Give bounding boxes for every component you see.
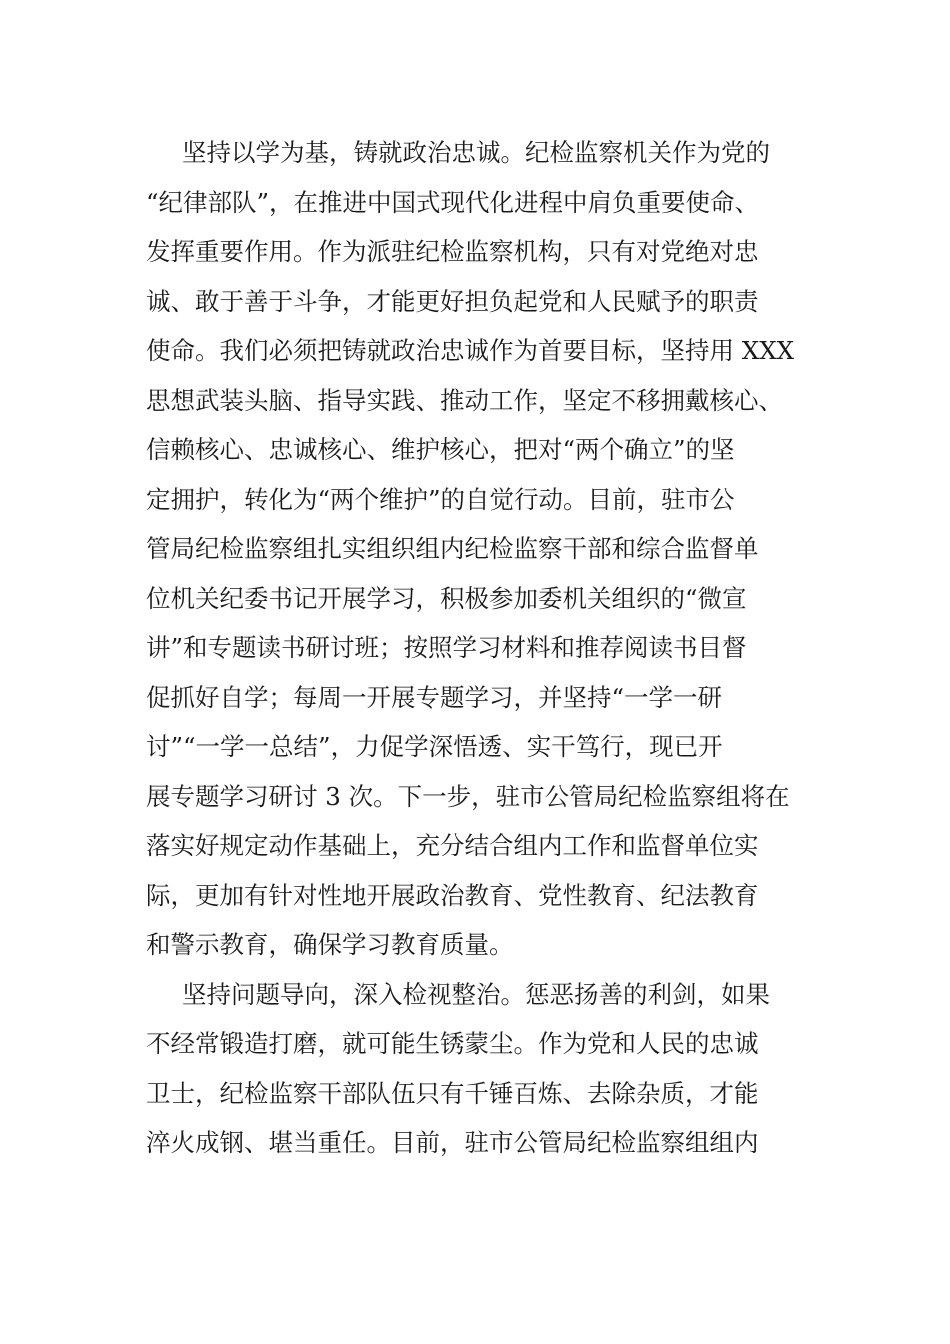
text-line: 信赖核心、忠诚核心、维护核心，把对“两个确立”的坚 <box>146 435 735 464</box>
text-line: 思想武装头脑、指导实践、推动工作，坚定不移拥戴核心、 <box>146 385 783 415</box>
text-line: 展专题学习研讨 3 次。下一步，驻市公管局纪检监察组将在 <box>146 781 790 811</box>
document-body <box>146 128 808 1168</box>
text-line: 使命。我们必须把铸就政治忠诚作为首要目标，坚持用 XXX <box>146 336 795 365</box>
text-line: 讨”“一学一总结”，力促学深悟透、实干笃行，现已开 <box>146 732 723 761</box>
text-line: 位机关纪委书记开展学习，积极参加委机关组织的“微宣 <box>146 583 747 613</box>
text-line: 发挥重要作用。作为派驻纪检监察机构，只有对党绝对忠 <box>146 237 759 266</box>
text-line: “纪律部队”，在推进中国式现代化进程中肩负重要使命、 <box>146 187 760 217</box>
text-line: 不经常锻造打磨，就可能生锈蒙尘。作为党和人民的忠诚 <box>146 1029 759 1058</box>
text-line: 定拥护，转化为“两个维护”的自觉行动。目前，驻市公 <box>146 484 735 514</box>
paragraph-1 <box>146 128 808 970</box>
text-line: 坚持问题导向，深入检视整治。惩恶扬善的利剑，如果 <box>182 979 770 1009</box>
text-line: 讲”和专题读书研讨班；按照学习材料和推荐阅读书目督 <box>146 633 747 662</box>
text-line: 管局纪检监察组扎实组织组内纪检监察干部和综合监督单 <box>146 534 759 563</box>
paragraph-2 <box>146 970 808 1168</box>
text-line: 淬火成钢、堪当重任。目前，驻市公管局纪检监察组组内 <box>146 1128 759 1157</box>
text-line: 坚持以学为基，铸就政治忠诚。纪检监察机关作为党的 <box>182 138 770 167</box>
text-line: 和警示教育，确保学习教育质量。 <box>146 930 514 959</box>
text-line: 诚、敢于善于斗争，才能更好担负起党和人民赋予的职责 <box>146 286 759 316</box>
text-line: 际，更加有针对性地开展政治教育、党性教育、纪法教育 <box>146 880 759 910</box>
text-line: 促抓好自学；每周一开展专题学习，并坚持“一学一研 <box>146 682 723 712</box>
text-line: 落实好规定动作基础上，充分结合组内工作和监督单位实 <box>146 831 759 860</box>
text-line: 卫士，纪检监察干部队伍只有千锤百炼、去除杂质，才能 <box>146 1078 759 1108</box>
